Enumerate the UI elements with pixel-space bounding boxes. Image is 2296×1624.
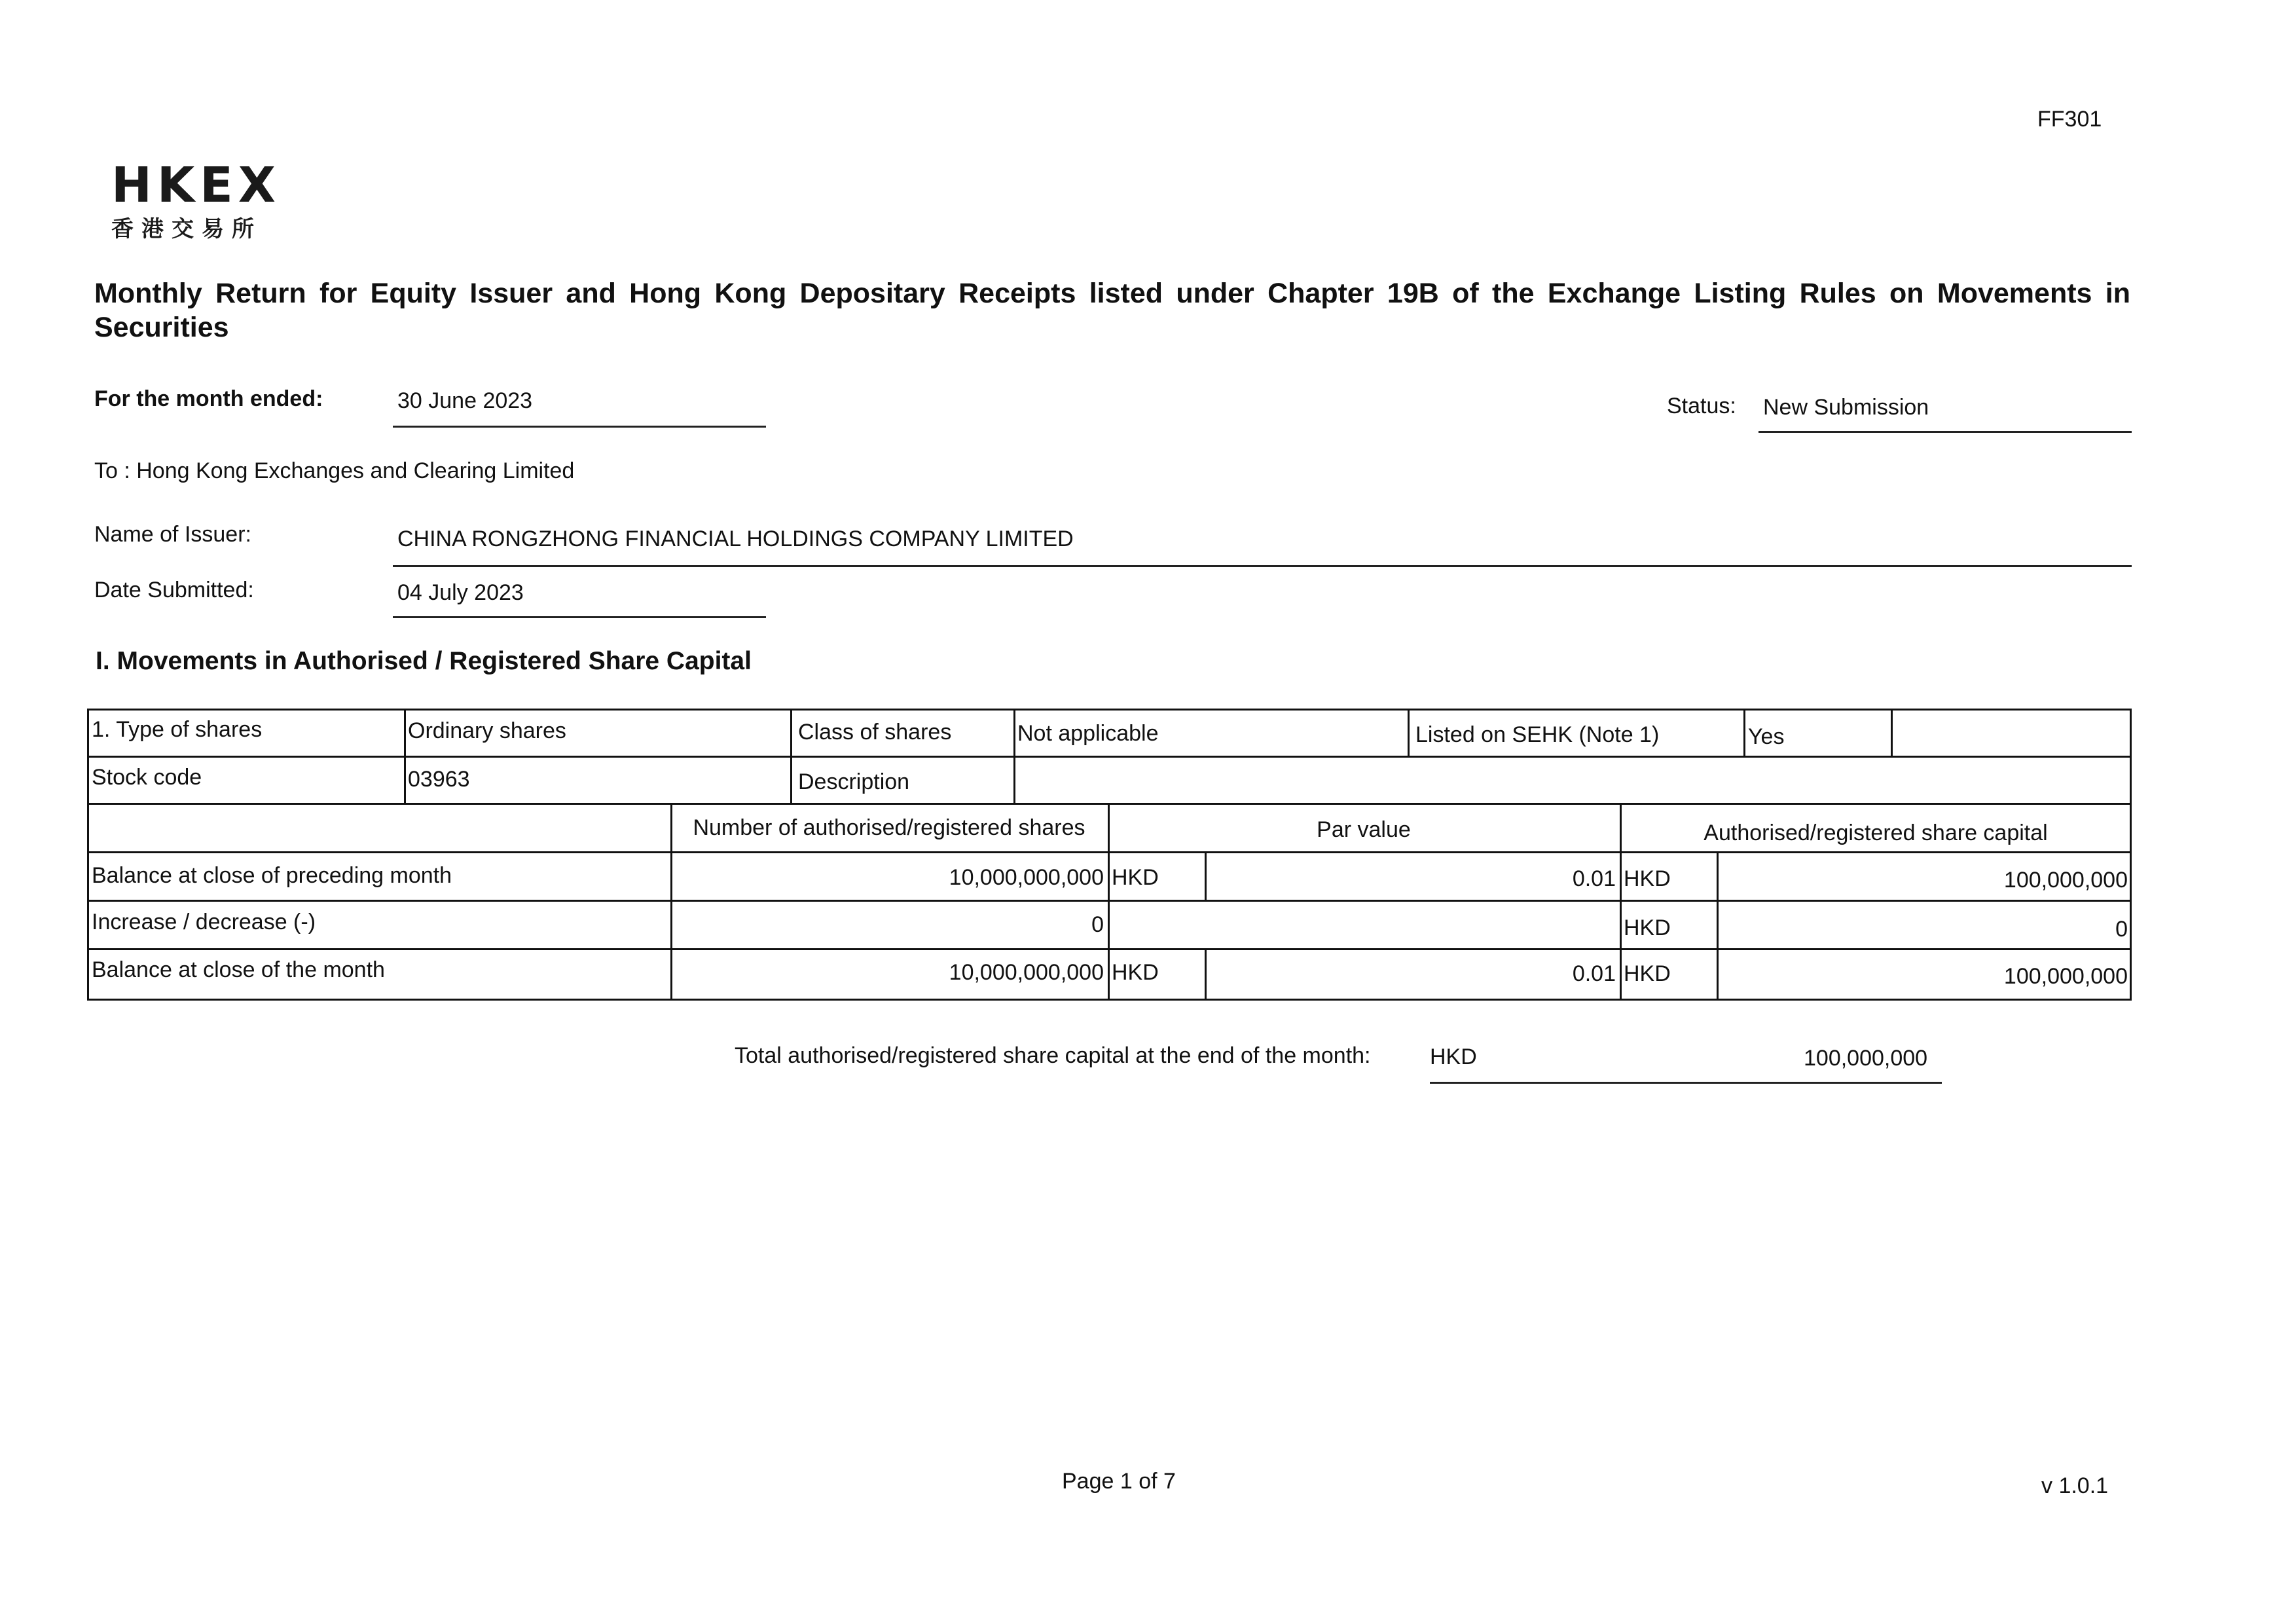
issuer-value: CHINA RONGZHONG FINANCIAL HOLDINGS COMPANY LIMITED [397, 526, 1074, 551]
class-of-shares-value: Not applicable [1017, 721, 1159, 746]
listed-on-sehk-value: Yes [1748, 724, 1785, 749]
row-number: 10,000,000,000 [949, 960, 1104, 985]
header-par-value: Par value [1317, 817, 1411, 842]
logo-text-zh: 香港交易所 [111, 216, 262, 242]
month-ended-value: 30 June 2023 [397, 388, 533, 413]
type-of-shares-value: Ordinary shares [408, 718, 566, 743]
logo-text-en: HKEX [111, 157, 281, 213]
date-submitted-value: 04 July 2023 [397, 580, 524, 605]
row-capital-currency: HKD [1624, 866, 1671, 891]
version-label: v 1.0.1 [2041, 1473, 2109, 1498]
total-underline [1430, 1082, 1942, 1084]
row-number: 10,000,000,000 [949, 865, 1104, 890]
month-ended-underline [393, 426, 766, 428]
issuer-underline [393, 565, 2132, 567]
section-title: I. Movements in Authorised / Registered Share Capital [96, 647, 752, 675]
row-label: Balance at close of preceding month [92, 863, 452, 888]
month-ended-label: For the month ended: [94, 386, 323, 411]
status-value: New Submission [1763, 395, 1929, 420]
stock-code-label: Stock code [92, 765, 202, 790]
row-label: Balance at close of the month [92, 957, 385, 982]
row-capital-currency: HKD [1624, 915, 1671, 940]
header-share-capital: Authorised/registered share capital [1704, 821, 2048, 845]
listed-on-sehk-label: Listed on SEHK (Note 1) [1415, 722, 1660, 747]
total-label: Total authorised/registered share capital at the end of the month: [735, 1043, 1371, 1068]
description-label: Description [798, 769, 910, 794]
row-capital-currency: HKD [1624, 961, 1671, 986]
row-capital-value: 100,000,000 [2003, 868, 2128, 893]
row-par-currency: HKD [1112, 865, 1159, 890]
row-number: 0 [1091, 912, 1104, 937]
date-submitted-label: Date Submitted: [94, 578, 254, 602]
row-par-value: 0.01 [1572, 866, 1616, 891]
issuer-label: Name of Issuer: [94, 522, 251, 547]
row-capital-value: 0 [2115, 917, 2128, 942]
type-of-shares-label: 1. Type of shares [92, 717, 263, 742]
class-of-shares-label: Class of shares [798, 720, 952, 745]
row-par-currency: HKD [1112, 960, 1159, 985]
page-number: Page 1 of 7 [1062, 1469, 1176, 1494]
stock-code-value: 03963 [408, 767, 470, 792]
status-label: Status: [1667, 394, 1736, 418]
row-capital-value: 100,000,000 [2003, 964, 2128, 989]
addressee: To : Hong Kong Exchanges and Clearing Limited [94, 458, 575, 483]
row-label: Increase / decrease (-) [92, 910, 316, 934]
date-submitted-underline [393, 616, 766, 618]
total-value: 100,000,000 [1804, 1046, 1928, 1071]
header-number-of-shares: Number of authorised/registered shares [693, 815, 1085, 840]
status-underline [1758, 431, 2132, 433]
total-currency: HKD [1430, 1044, 1477, 1069]
hkex-logo [111, 157, 281, 243]
document-title: Monthly Return for Equity Issuer and Hong Kong Depositary Receipts listed under Chapter 19B of the Exchange Listing Rules on Movements in Securities [94, 278, 2130, 343]
row-par-value: 0.01 [1572, 961, 1616, 986]
form-code: FF301 [2037, 107, 2102, 132]
